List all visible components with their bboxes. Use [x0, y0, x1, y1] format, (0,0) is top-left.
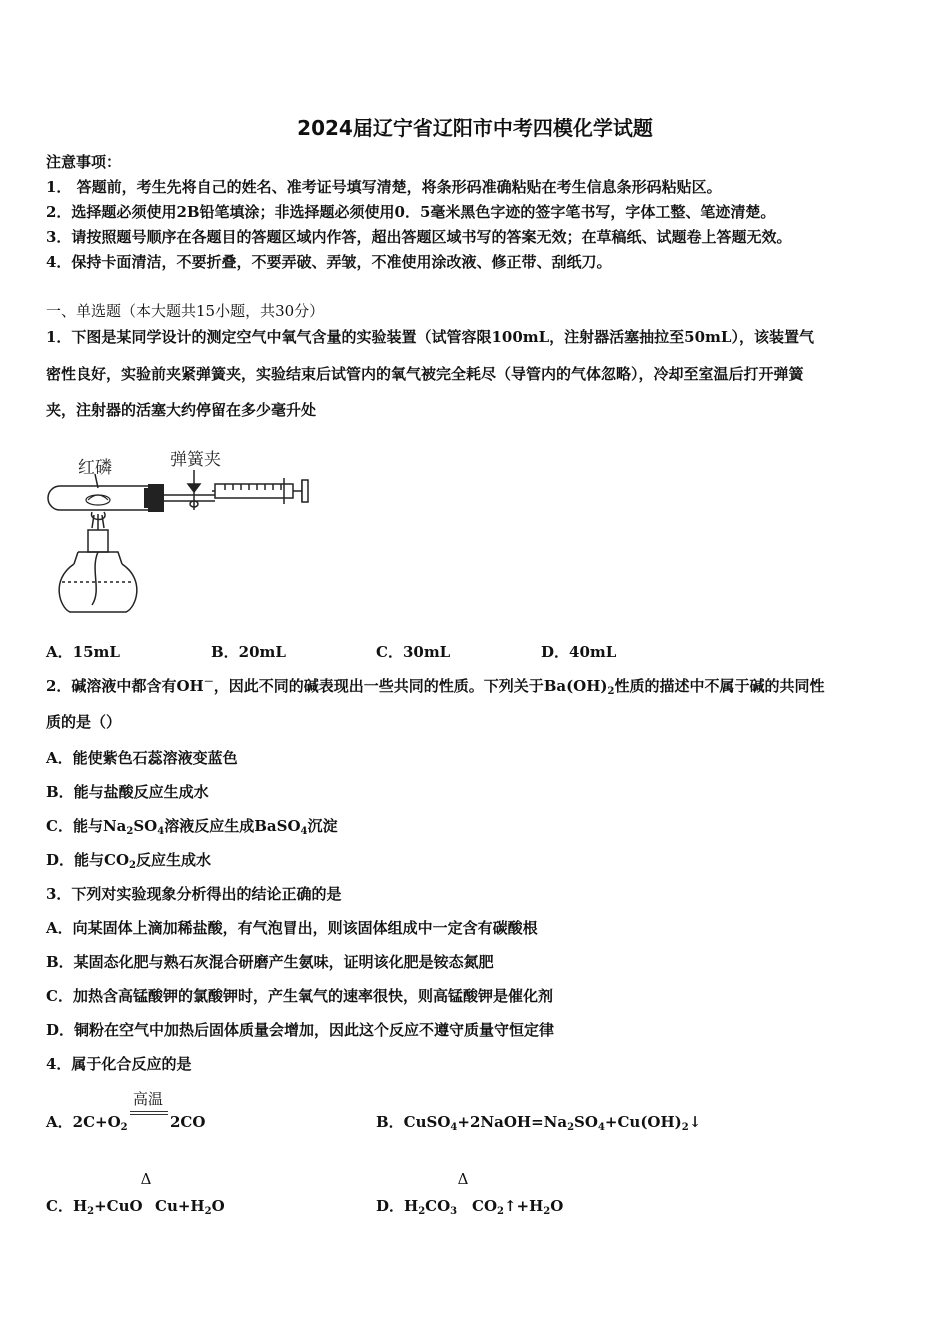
q4-option-b: B．$CuSO_4+2NaOH=Na_2SO_4+Cu(OH)_2↓$ [376, 1113, 702, 1133]
q4-stem: 4．属于化合反应的是 [46, 1055, 192, 1073]
notice-heading: 注意事项： [46, 153, 122, 171]
section-heading: 一、单选题（本大题共15小题，共30分） [46, 302, 325, 320]
q4-option-d-reactants: D．$H_2CO_3$ [376, 1197, 458, 1217]
notice-item: 4．保持卡面清洁，不要折叠，不要弄破、弄皱，不准使用涂改液、修正带、刮纸刀。 [46, 253, 612, 271]
q4-option-a-equals-line [130, 1114, 168, 1115]
tube-and-clamp [164, 470, 215, 510]
q1-option-a: A．15mL [46, 643, 120, 661]
q2-option-b: B．能与盐酸反应生成水 [46, 783, 209, 801]
q1-stem-line: 夹，注射器的活塞大约停留在多少毫升处 [46, 401, 317, 419]
q1-stem-line: 1．下图是某同学设计的测定空气中氧气含量的实验装置（试管容限100mL，注射器活塞抽拉至50mL），该装置气 [46, 328, 814, 346]
q4-option-a-condition: 高温 [132, 1090, 163, 1108]
q4-option-c-condition: Δ [140, 1170, 152, 1188]
q4-option-a-reactants: A．$2C+O_2$ [46, 1113, 128, 1133]
q4-option-d-products: $CO_2↑+H_2O$ [472, 1197, 564, 1217]
q3-stem: 3．下列对实验现象分析得出的结论正确的是 [46, 885, 342, 903]
q3-option-d: D．铜粉在空气中加热后固体质量会增加，因此这个反应不遵守质量守恒定律 [46, 1021, 555, 1039]
q2-option-d: D．能与$CO_2$反应生成水 [46, 851, 211, 871]
apparatus-figure [40, 440, 320, 620]
q3-option-c: C．加热含高锰酸钾的氯酸钾时，产生氧气的速率很快，则高锰酸钾是催化剂 [46, 987, 553, 1005]
rubber-stopper [144, 484, 164, 512]
q4-option-c-reactants: C．$H_2+CuO$ [46, 1197, 143, 1217]
notice-item: 3．请按照题号顺序在各题目的答题区域内作答，超出答题区域书写的答案无效；在草稿纸、试题卷上答题无效。 [46, 228, 792, 246]
q2-option-c: C．能与$Na_2SO_4$溶液反应生成BaSO$_4$沉淀 [46, 817, 338, 837]
q4-option-c-products: $Cu+H_2O$ [155, 1197, 225, 1217]
q1-option-b: B．20mL [211, 643, 286, 661]
q4-option-d-condition: Δ [457, 1170, 469, 1188]
notice-item: 2．选择题必须使用2B铅笔填涂；非选择题必须使用0．5毫米黑色字迹的签字笔书写，字体工整、笔迹清楚。 [46, 203, 776, 221]
q4-option-a-products: 2CO [170, 1113, 206, 1131]
exam-title: 2024届辽宁省辽阳市中考四模化学试题 [297, 116, 653, 140]
q4-option-a-equals-line [130, 1111, 168, 1112]
red-phosphorus [86, 495, 110, 505]
syringe [212, 478, 308, 504]
q1-option-c: C．30mL [376, 643, 451, 661]
alcohol-lamp [59, 512, 137, 612]
q1-stem-line: 密性良好，实验前夹紧弹簧夹，实验结束后试管内的氧气被完全耗尽（导管内的气体忽略），冷却至室温后打开弹簧 [46, 365, 804, 383]
q2-stem-line: 质的是（） [46, 713, 122, 731]
q2-option-a: A．能使紫色石蕊溶液变蓝色 [46, 749, 238, 767]
q3-option-a: A．向某固体上滴加稀盐酸，有气泡冒出，则该固体组成中一定含有碳酸根 [46, 919, 538, 937]
q2-stem-line: 2．碱溶液中都含有OH－，因此不同的碱表现出一些共同的性质。下列关于$Ba(OH)_2$性质的描述中不属于碱的共同性 [46, 677, 825, 697]
spring-clamp-label: 弹簧夹 [170, 450, 221, 470]
notice-item: 1． 答题前，考生先将自己的姓名、准考证号填写清楚，将条形码准确粘贴在考生信息条形码粘贴区。 [46, 178, 722, 196]
q1-option-d: D．40mL [541, 643, 617, 661]
red-phosphorus-label: 红磷 [78, 458, 112, 478]
q3-option-b: B．某固态化肥与熟石灰混合研磨产生氨味，证明该化肥是铵态氮肥 [46, 953, 494, 971]
